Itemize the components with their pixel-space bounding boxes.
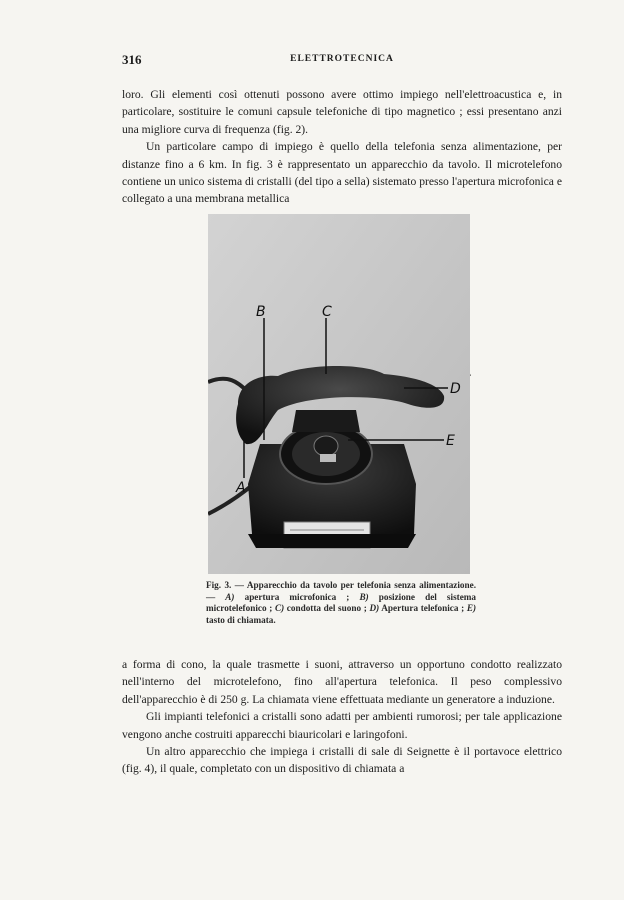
paragraph: Un particolare campo di impiego è quello della telefonia senza alimentazione, per distanze fino a 6 km. In fig. 3 è rappresentato un apparecchio da tavolo. Il microtelefono contiene un unico sistema di cristalli (del tipo a sella) sistemato presso l'apertura microfonica e collegato a una membrana metallica [122,140,562,206]
figure-label-a: A [236,480,246,496]
telephone-photo [208,214,470,574]
caption-key-a: A) [225,591,235,602]
caption-key-b: B) [359,591,369,602]
figure-photo [208,214,470,574]
caption-number: Fig. 3. — [206,580,244,590]
paragraph: Gli impianti telefonici a cristalli sono adatti per ambienti rumorosi; per tale applicazione vengono anche costruiti apparecchi biauricolari e laringofoni. [122,710,562,741]
page-header [122,52,562,70]
figure-label-b: B [256,304,266,320]
figure-label-e: E [446,433,455,449]
caption-key-e: E) [466,603,477,614]
figure-caption [206,580,476,626]
body-text-bottom [122,656,562,778]
caption-text-e: tasto di chiamata. [206,614,276,625]
page-number: 316 [122,52,142,67]
caption-key-c: C) [274,603,285,614]
caption-text-a: apertura microfonica ; [244,591,350,602]
body-text-top [122,86,562,208]
caption-text-b: posizione del sistema microtelefonico ; [206,591,477,614]
caption-key-d: D) [369,603,380,614]
running-title: ELETTROTECNICA [290,54,394,64]
paragraph: Un altro apparecchio che impiega i cristalli di sale di Seignette è il portavoce elettrico (fig. 4), il quale, completato con un dispositivo di chiamata a [122,745,562,776]
caption-text: Apparecchio da tavolo per telefonia senza alimentazione. — [206,580,476,602]
paragraph: loro. Gli elementi così ottenuti possono avere ottimo impiego nell'elettroacustica e, in particolare, sostituire le comuni capsule telefoniche di tipo magnetico ; essi presentano anzi una migliore curva di frequenza (fig. 2). [122,88,562,136]
caption-text-d: Apertura telefonica ; [381,603,465,614]
figure-label-c: C [322,304,332,320]
caption-text-c: condotta del suono ; [286,603,367,614]
figure-label-d: D [450,381,461,397]
paragraph: a forma di cono, la quale trasmette i suoni, attraverso un opportuno condotto realizzato nell'interno del microtelefono, fino all'apertura telefonica. Il peso complessivo dell'apparecchio è di 250 g. La chiamata viene effettuata mediante un generatore a induzione. [122,658,562,706]
